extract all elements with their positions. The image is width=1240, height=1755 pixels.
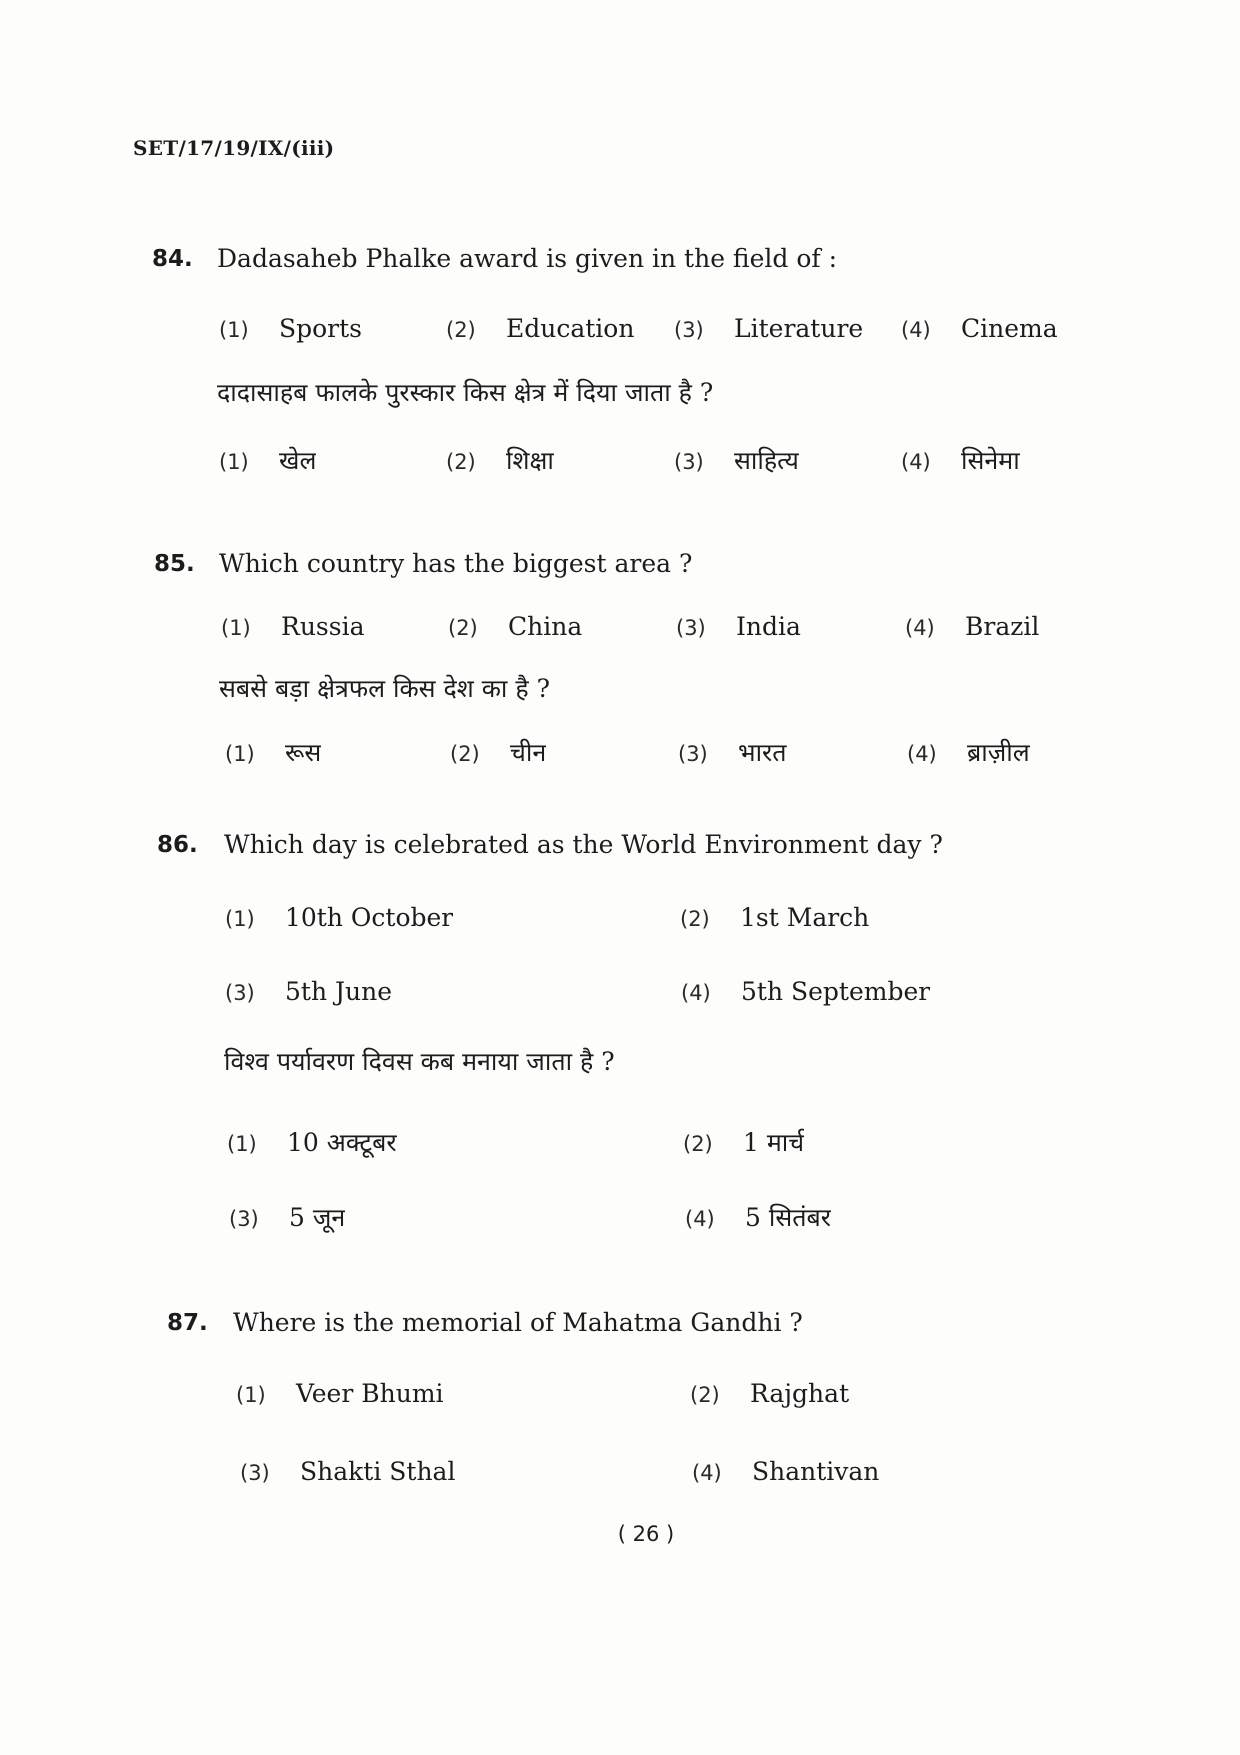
option-3 — [240, 1456, 455, 1489]
option-text: Veer Bhumi — [296, 1379, 444, 1408]
option-label: (3) — [240, 1461, 270, 1485]
paper-code: SET/17/19/IX/(iii) — [133, 136, 335, 160]
question-text: Which day is celebrated as the World Environment day ? — [224, 830, 943, 859]
option-2 — [448, 611, 582, 644]
option-1 — [236, 1378, 444, 1411]
option-text: 5 सितंबर — [745, 1203, 831, 1232]
hindi-option-3 — [229, 1202, 345, 1235]
option-label: (2) — [446, 450, 476, 474]
option-label: (2) — [680, 907, 710, 931]
option-label: (1) — [225, 907, 255, 931]
hindi-option-1 — [227, 1127, 397, 1160]
option-label: (3) — [674, 318, 704, 342]
option-label: (4) — [901, 318, 931, 342]
hindi-option-3 — [674, 445, 799, 478]
option-text: 5th June — [285, 977, 393, 1006]
option-label: (4) — [901, 450, 931, 474]
hindi-option-4 — [685, 1202, 831, 1235]
option-label: (1) — [219, 318, 249, 342]
option-text: भारत — [738, 738, 787, 767]
option-4 — [905, 611, 1039, 644]
option-text: Brazil — [965, 612, 1040, 641]
option-text: शिक्षा — [506, 446, 554, 475]
option-label: (1) — [219, 450, 249, 474]
option-label: (4) — [681, 981, 711, 1005]
option-label: (3) — [676, 616, 706, 640]
option-label: (2) — [448, 616, 478, 640]
option-text: 5 जून — [289, 1203, 346, 1232]
option-label: (1) — [225, 742, 255, 766]
option-label: (1) — [236, 1383, 266, 1407]
question-number: 86. — [157, 832, 198, 858]
option-label: (4) — [692, 1461, 722, 1485]
question-text: Which country has the biggest area ? — [219, 549, 693, 578]
option-text: Cinema — [961, 314, 1058, 343]
question-hindi-text: सबसे बड़ा क्षेत्रफल किस देश का है ? — [219, 674, 550, 703]
option-label: (1) — [221, 616, 251, 640]
option-1 — [225, 902, 453, 935]
option-label: (2) — [683, 1132, 713, 1156]
option-text: Education — [506, 314, 635, 343]
option-label: (4) — [907, 742, 937, 766]
option-text: 1st March — [740, 903, 870, 932]
question-text: Dadasaheb Phalke award is given in the field of : — [217, 244, 838, 273]
option-label: (2) — [446, 318, 476, 342]
option-text: साहित्य — [734, 446, 799, 475]
option-label: (3) — [674, 450, 704, 474]
hindi-option-2 — [450, 737, 546, 770]
option-2 — [680, 902, 869, 935]
hindi-option-2 — [446, 445, 554, 478]
option-1 — [219, 313, 362, 346]
option-text: खेल — [279, 446, 317, 475]
option-4 — [681, 976, 930, 1009]
option-text: Literature — [734, 314, 864, 343]
option-text: Russia — [281, 612, 365, 641]
option-label: (2) — [690, 1383, 720, 1407]
question-number: 87. — [167, 1310, 208, 1336]
option-text: 10th October — [285, 903, 454, 932]
option-label: (3) — [225, 981, 255, 1005]
option-3 — [674, 313, 863, 346]
option-text: Shantivan — [752, 1457, 880, 1486]
option-2 — [690, 1378, 849, 1411]
hindi-option-2 — [683, 1127, 804, 1160]
question-text: Where is the memorial of Mahatma Gandhi ? — [233, 1308, 803, 1337]
question-number: 84. — [152, 246, 193, 272]
hindi-option-1 — [225, 737, 321, 770]
question-number: 85. — [154, 551, 195, 577]
option-3 — [676, 611, 801, 644]
hindi-option-1 — [219, 445, 316, 478]
option-4 — [692, 1456, 879, 1489]
option-label: (2) — [450, 742, 480, 766]
option-text: सिनेमा — [961, 446, 1020, 475]
question-hindi-text: विश्व पर्यावरण दिवस कब मनाया जाता है ? — [224, 1047, 615, 1076]
option-text: रूस — [285, 738, 322, 767]
option-label: (4) — [685, 1207, 715, 1231]
option-label: (3) — [678, 742, 708, 766]
option-1 — [221, 611, 364, 644]
option-4 — [901, 313, 1058, 346]
page-number: ( 26 ) — [617, 1522, 675, 1546]
question-hindi-text: दादासाहब फालके पुरस्कार किस क्षेत्र में दिया जाता है ? — [217, 378, 714, 407]
option-2 — [446, 313, 634, 346]
option-text: ब्राज़ील — [967, 738, 1030, 767]
option-text: 1 मार्च — [743, 1128, 805, 1157]
option-text: Rajghat — [750, 1379, 850, 1408]
option-text: Sports — [279, 314, 363, 343]
option-3 — [225, 976, 392, 1009]
option-text: Shakti Sthal — [300, 1457, 456, 1486]
option-text: 10 अक्टूबर — [287, 1128, 397, 1157]
option-text: 5th September — [741, 977, 931, 1006]
hindi-option-3 — [678, 737, 787, 770]
option-label: (1) — [227, 1132, 257, 1156]
option-text: India — [736, 612, 801, 641]
hindi-option-4 — [907, 737, 1030, 770]
option-text: चीन — [510, 738, 547, 767]
option-text: China — [508, 612, 583, 641]
option-label: (4) — [905, 616, 935, 640]
option-label: (3) — [229, 1207, 259, 1231]
hindi-option-4 — [901, 445, 1020, 478]
